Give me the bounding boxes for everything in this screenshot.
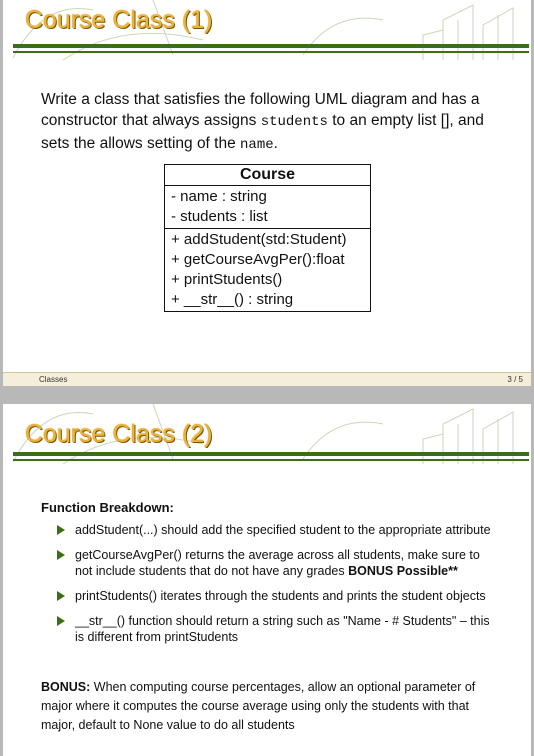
code-students: students: [260, 114, 328, 130]
footer-section-label: Classes: [39, 375, 68, 384]
triangle-bullet-icon: [57, 616, 65, 626]
intro-paragraph: [41, 89, 501, 156]
footer-page-number: 3 / 5: [507, 375, 523, 384]
bonus-text: When computing course percentages, allow an optional parameter of major where it computes the course average using only the students with that major, default to None value to do all students: [41, 680, 476, 732]
slide-course-class-2: [3, 404, 531, 756]
uml-methods: [165, 229, 370, 311]
title-divider-thin: [13, 459, 529, 461]
list-item: [43, 547, 493, 579]
triangle-bullet-icon: [57, 591, 65, 601]
slide-course-class-1: [3, 0, 531, 386]
triangle-bullet-icon: [57, 550, 65, 560]
intro-period: .: [273, 135, 278, 152]
item-text: addStudent(...) should add the specified student to the appropriate attribute: [75, 523, 491, 537]
uml-attributes: [165, 186, 370, 229]
uml-method: + printStudents(): [171, 271, 283, 288]
slide-footer: [3, 372, 531, 386]
title-divider: [13, 44, 529, 48]
slide-title: Course Class (1): [25, 6, 213, 34]
intro-text: Write a class that satisfies the following UML diagram and has a constructor that always assigns: [41, 91, 480, 129]
bonus-paragraph: [41, 678, 489, 735]
item-text: printStudents() iterates through the students and prints the student objects: [75, 589, 486, 603]
triangle-bullet-icon: [57, 525, 65, 535]
uml-method: + __str__() : string: [171, 291, 294, 308]
bonus-label: BONUS:: [41, 680, 91, 694]
section-heading: Function Breakdown:: [41, 500, 174, 515]
uml-attribute: - students : list: [171, 208, 268, 225]
list-item: [43, 588, 493, 604]
uml-class-name: Course: [165, 165, 370, 186]
item-text: __str__() function should return a string such as "Name - # Students" – this is different from printStudents: [75, 614, 490, 644]
intro-text-2: to an empty list [], and sets the allows setting of the: [41, 112, 484, 152]
uml-method: + getCourseAvgPer():float: [171, 251, 345, 268]
code-name: name: [240, 137, 274, 153]
title-divider: [13, 452, 529, 456]
item-bold-text: BONUS Possible**: [348, 564, 458, 578]
item-text: getCourseAvgPer() returns the average across all students, make sure to not include students that do not have any grades: [75, 548, 480, 578]
uml-method: + addStudent(std:Student): [171, 231, 347, 248]
title-divider-thin: [13, 51, 529, 53]
function-list: [43, 522, 493, 654]
list-item: [43, 522, 493, 538]
uml-class-diagram: [164, 164, 371, 312]
list-item: [43, 613, 493, 645]
slide-title: Course Class (2): [25, 420, 213, 448]
uml-attribute: - name : string: [171, 188, 267, 205]
